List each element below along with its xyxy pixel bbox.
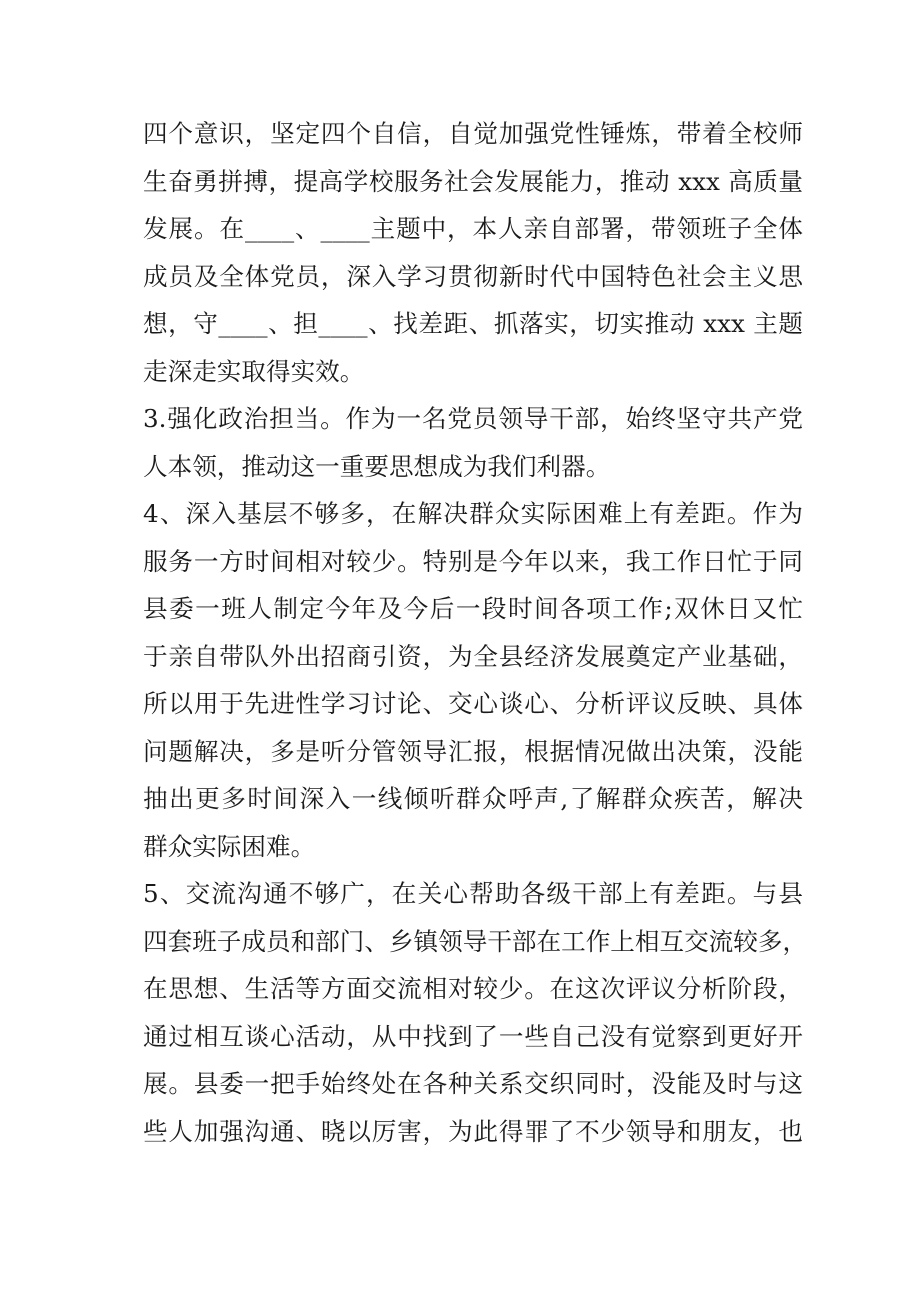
text-line: 些人加强沟通、晓以厉害，为此得罪了不少领导和朋友，也 <box>143 1116 803 1146</box>
text-line: 人本领，推动这一重要思想成为我们利器。 <box>143 451 611 481</box>
text-line: 想，守____、担____、找差距、抓落实，切实推动 xxx 主题 <box>143 309 803 338</box>
text-line: 群众实际困难。 <box>143 831 316 861</box>
text-line: 所以用于先进性学习讨论、交心谈心、分析评议反映、具体 <box>143 689 803 718</box>
text-line: 通过相互谈心活动，从中找到了一些自己没有觉察到更好开 <box>143 1021 803 1051</box>
text-line: 生奋勇拼搏，提高学校服务社会发展能力，推动 xxx 高质量 <box>143 166 803 196</box>
text-line: 县委一班人制定今年及今后一段时间各项工作;双休日又忙 <box>143 594 803 623</box>
text-line: 成员及全体党员，深入学习贯彻新时代中国特色社会主义思 <box>143 261 803 291</box>
text-line: 4、深入基层不够多，在解决群众实际困难上有差距。作为 <box>143 499 803 528</box>
text-line: 于亲自带队外出招商引资，为全县经济发展奠定产业基础， <box>143 641 803 671</box>
text-line: 3.强化政治担当。作为一名党员领导干部，始终坚守共产党 <box>143 404 803 433</box>
text-line: 5、交流沟通不够广，在关心帮助各级干部上有差距。与县 <box>143 879 803 908</box>
document-body <box>143 110 808 1155</box>
text-line: 走深走实取得实效。 <box>143 356 365 386</box>
text-line: 展。县委一把手始终处在各种关系交织同时，没能及时与这 <box>143 1069 803 1098</box>
text-line: 在思想、生活等方面交流相对较少。在这次评议分析阶段， <box>143 974 803 1003</box>
text-line: 发展。在____、____主题中，本人亲自部署，带领班子全体 <box>143 214 803 243</box>
text-line: 四个意识，坚定四个自信，自觉加强党性锤炼，带着全校师 <box>143 119 803 148</box>
text-line: 四套班子成员和部门、乡镇领导干部在工作上相互交流较多， <box>143 926 808 956</box>
text-line: 问题解决，多是听分管领导汇报，根据情况做出决策，没能 <box>143 736 803 766</box>
text-line: 抽出更多时间深入一线倾听群众呼声,了解群众疾苦，解决 <box>143 784 803 813</box>
text-line: 服务一方时间相对较少。特别是今年以来，我工作日忙于同 <box>143 546 803 576</box>
